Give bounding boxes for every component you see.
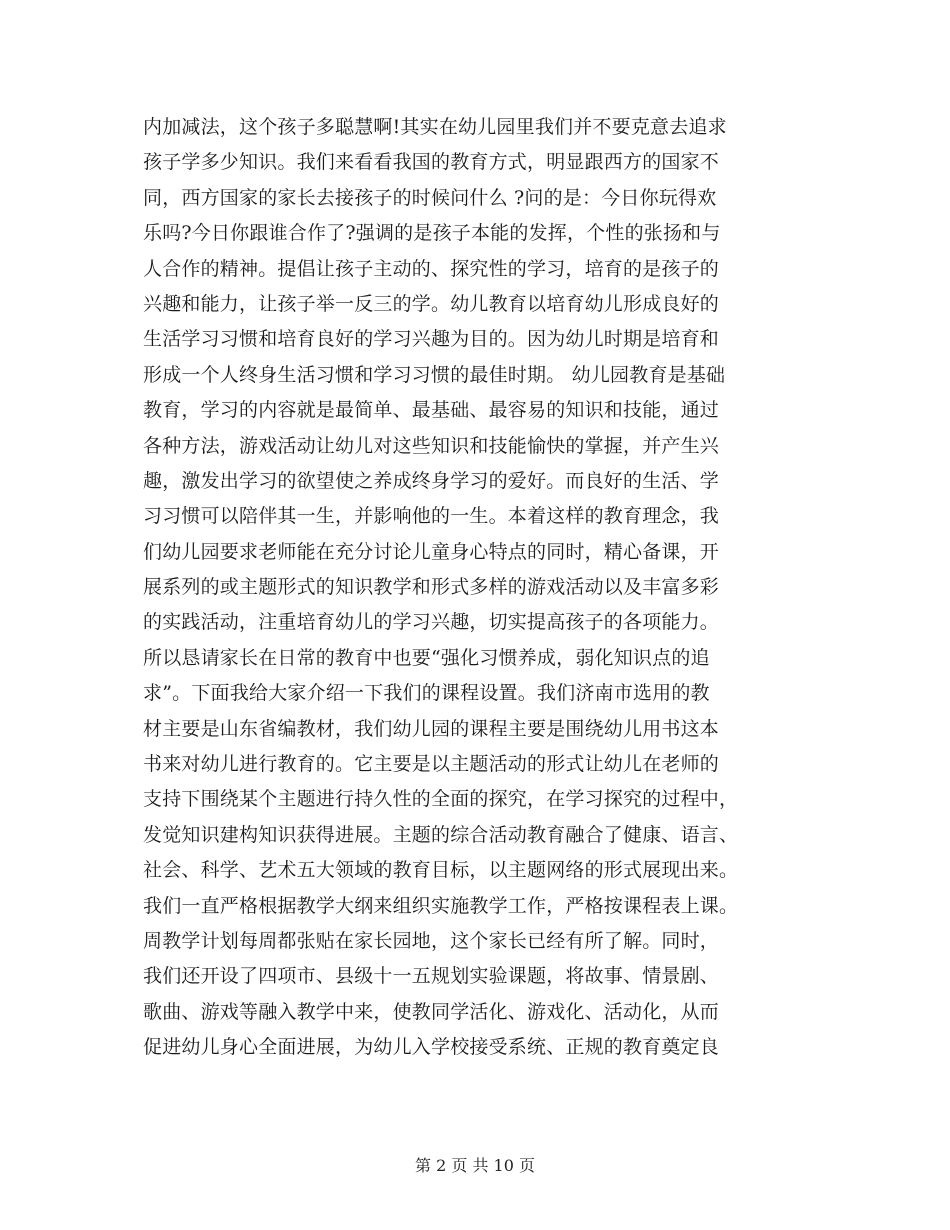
text-line: 的实践活动，注重培育幼儿的学习兴趣，切实提高孩子的各项能力。 <box>143 611 720 634</box>
text-line: 人合作的精神。提倡让孩子主动的、探究性的学习，培育的是孩子的 <box>143 257 720 280</box>
text-line: 我们一直严格根据教学大纲来组织实施教学工作，严格按课程表上课。 <box>143 894 739 917</box>
text-line: 求”。下面我给大家介绍一下我们的课程设置。我们济南市选用的教 <box>143 682 710 705</box>
text-line: 趣，激发出学习的欲望使之养成终身学习的爱好。而良好的生活、学 <box>143 469 720 492</box>
text-line: 所以恳请家长在日常的教育中也要“强化习惯养成，弱化知识点的追 <box>143 646 710 669</box>
text-line: 支持下围绕某个主题进行持久性的全面的探究，在学习探究的过程中， <box>143 788 739 811</box>
text-line: 们幼儿园要求老师能在充分讨论儿童身心特点的同时，精心备课，开 <box>143 540 720 563</box>
text-line: 形成一个人终身生活习惯和学习习惯的最佳时期。 幼儿园教育是基础 <box>143 363 726 386</box>
text-line: 歌曲、游戏等融入教学中来，使教同学活化、游戏化、活动化，从而 <box>143 1000 720 1023</box>
text-line: 周教学计划每周都张贴在家长园地，这个家长已经有所了解。同时， <box>143 929 720 952</box>
text-line: 同，西方国家的家长去接孩子的时候问什么 ?问的是：今日你玩得欢 <box>143 186 717 209</box>
text-line: 材主要是山东省编教材，我们幼儿园的课程主要是围绕幼儿用书这本 <box>143 717 720 740</box>
text-line: 习习惯可以陪伴其一生，并影响他的一生。本着这样的教育理念，我 <box>143 505 720 528</box>
text-line: 内加减法，这个孩子多聪慧啊!其实在幼儿园里我们并不要克意去追求 <box>143 116 727 138</box>
text-line: 书来对幼儿进行教育的。它主要是以主题活动的形式让幼儿在老师的 <box>143 753 720 776</box>
page-number-footer: 第 2 页 共 10 页 <box>415 1156 535 1175</box>
text-line: 生活学习习惯和培育良好的学习兴趣为目的。因为幼儿时期是培育和 <box>143 328 720 351</box>
text-line: 教育，学习的内容就是最简单、最基础、最容易的知识和技能，通过 <box>143 399 720 422</box>
body-text <box>143 110 813 1066</box>
text-line: 各种方法，游戏活动让幼儿对这些知识和技能愉快的掌握，并产生兴 <box>143 434 720 457</box>
text-line: 发觉知识建构知识获得进展。主题的综合活动教育融合了健康、语言、 <box>143 823 739 846</box>
text-line: 我们还开设了四项市、县级十一五规划实验课题，将故事、情景剧、 <box>143 965 720 988</box>
text-line: 促进幼儿身心全面进展，为幼儿入学校接受系统、正规的教育奠定良 <box>143 1036 720 1059</box>
text-line: 兴趣和能力，让孩子举一反三的学。幼儿教育以培育幼儿形成良好的 <box>143 292 720 315</box>
text-line: 社会、科学、艺术五大领域的教育目标，以主题网络的形式展现出来。 <box>143 859 739 882</box>
text-line: 乐吗?今日你跟谁合作了?强调的是孩子本能的发挥，个性的张扬和与 <box>143 222 721 245</box>
text-line: 展系列的或主题形式的知识教学和形式多样的游戏活动以及丰富多彩 <box>143 576 720 599</box>
text-line: 孩子学多少知识。我们来看看我国的教育方式，明显跟西方的国家不 <box>143 151 720 174</box>
